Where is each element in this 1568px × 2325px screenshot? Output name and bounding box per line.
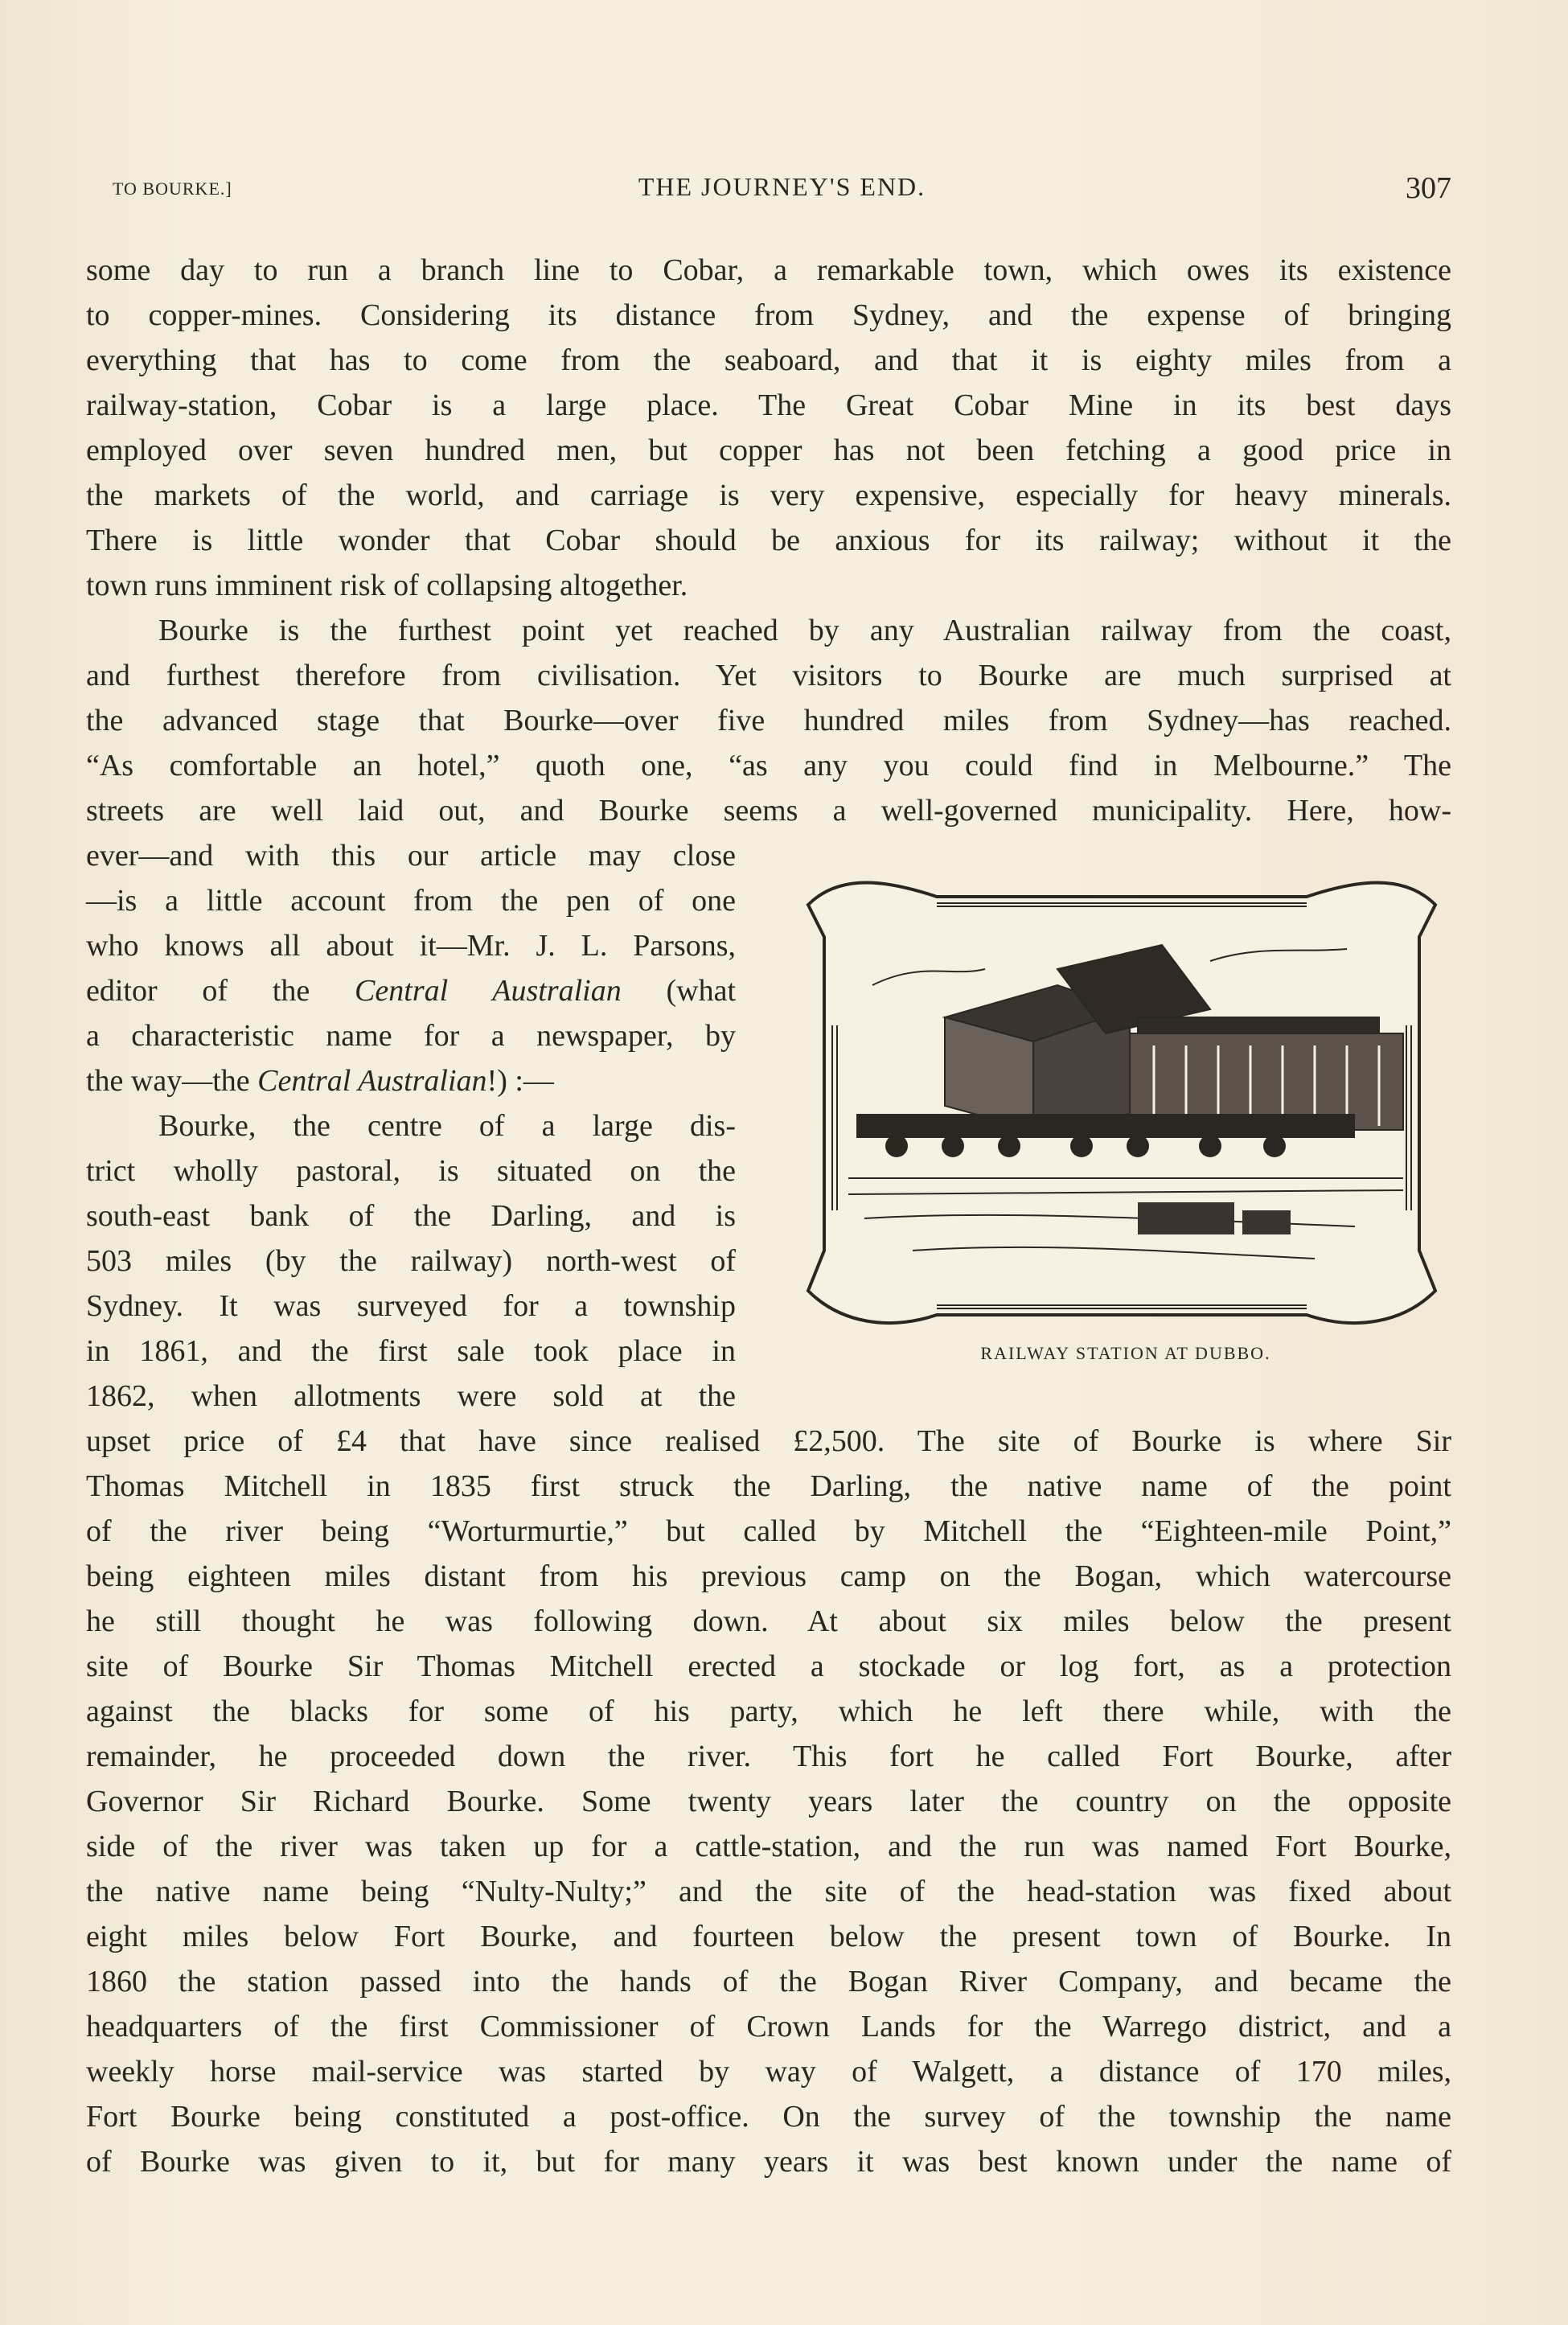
body-line: the advanced stage that Bourke—over five hundred miles from Sydney—has reached. [86,704,1451,737]
body-line: of the river being “Worturmurtie,” but called by Mitchell the “Eighteen-mile Point,” [86,1514,1451,1548]
side-line: ever—and with this our article may close [86,839,736,873]
side-line-text: editor of the [86,974,310,1008]
body-line: some day to run a branch line to Cobar, a remarkable town, which owes its existence [86,253,1451,287]
body-line: town runs imminent risk of collapsing altogether. [86,569,688,602]
side-line: a characteristic name for a newspaper, by [86,1019,736,1053]
body-line: remainder, he proceeded down the river. This fort he called Fort Bourke, after [86,1740,1451,1773]
body-line: being eighteen miles distant from his previous camp on the Bogan, which watercourse [86,1559,1451,1593]
body-line: 1860 the station passed into the hands of the Bogan River Company, and became the [86,1965,1451,1998]
body-line: and furthest therefore from civilisation. Yet visitors to Bourke are much surprised at [86,659,1451,692]
body-line: There is little wonder that Cobar should be anxious for its railway; without it the [86,524,1451,557]
body-line: railway-station, Cobar is a large place. The Great Cobar Mine in its best days [86,388,1451,422]
body-line: eight miles below Fort Bourke, and fourteen below the present town of Bourke. In [86,1920,1451,1953]
figure-caption: RAILWAY STATION AT DUBBO. [980,1343,1271,1363]
body-line: Thomas Mitchell in 1835 first struck the Darling, the native name of the point [86,1469,1451,1503]
side-line: south-east bank of the Darling, and is [86,1199,736,1233]
side-line: who knows all about it—Mr. J. L. Parsons, [86,929,736,963]
body-line: against the blacks for some of his party, which he left there while, with the [86,1694,1451,1728]
side-line [86,968,736,1013]
newspaper-name: Central Australian [355,974,622,1008]
side-line: Sydney. It was surveyed for a township [86,1289,736,1323]
side-line: 503 miles (by the railway) north-west of [86,1244,736,1278]
side-line: —is a little account from the pen of one [86,884,736,918]
side-line-tail: !) :— [486,1064,554,1098]
running-head-left: TO BOURKE.] [113,179,232,199]
body-line: to copper-mines. Considering its distance from Sydney, and the expense of bringing [86,298,1451,332]
body-line: headquarters of the first Commissioner of Crown Lands for the Warrego district, and a [86,2010,1451,2044]
body-line: employed over seven hundred men, but copper has not been fetching a good price in [86,433,1451,467]
engraving-frame [792,873,1443,1347]
body-line: weekly horse mail-service was started by way of Walgett, a distance of 170 miles, [86,2055,1451,2089]
newspaper-name-repeat: Central Australian [257,1064,487,1098]
body-line: of Bourke was given to it, but for many years it was best known under the name of [86,2145,1451,2179]
body-line: he still thought he was following down. At about six miles below the present [86,1604,1451,1638]
side-line [86,1058,736,1103]
side-line-tail: (what [666,974,737,1008]
body-line: Governor Sir Richard Bourke. Some twenty years later the country on the opposite [86,1785,1451,1818]
side-line: 1862, when allotments were sold at the [86,1379,736,1413]
running-header [113,170,1451,211]
running-head-title: THE JOURNEY'S END. [638,172,926,201]
railway-station-illustration [792,873,1443,1339]
side-line-text: the way—the [86,1064,250,1098]
body-line: streets are well laid out, and Bourke seems a well-governed municipality. Here, how- [86,794,1451,828]
body-line: Fort Bourke being constituted a post-office. On the survey of the township the name [86,2100,1451,2134]
body-line: Bourke is the furthest point yet reached by any Australian railway from the coast, [158,614,1451,647]
body-line: the markets of the world, and carriage is very expensive, especially for heavy minerals. [86,479,1451,512]
body-line: “As comfortable an hotel,” quoth one, “as any you could find in Melbourne.” The [86,749,1451,783]
body-line: everything that has to come from the seaboard, and that it is eighty miles from a [86,343,1451,377]
body-line: the native name being “Nulty-Nulty;” and the site of the head-station was fixed about [86,1875,1451,1908]
body-line: site of Bourke Sir Thomas Mitchell erected a stockade or log fort, as a protection [86,1649,1451,1683]
side-line: in 1861, and the first sale took place in [86,1334,736,1368]
body-line: upset price of £4 that have since realised £2,500. The site of Bourke is where Sir [86,1424,1451,1458]
page-number: 307 [1406,171,1451,205]
side-line: Bourke, the centre of a large dis- [158,1109,736,1143]
side-line: trict wholly pastoral, is situated on the [86,1154,736,1188]
body-line: side of the river was taken up for a cattle-station, and the run was named Fort Bourke, [86,1830,1451,1863]
